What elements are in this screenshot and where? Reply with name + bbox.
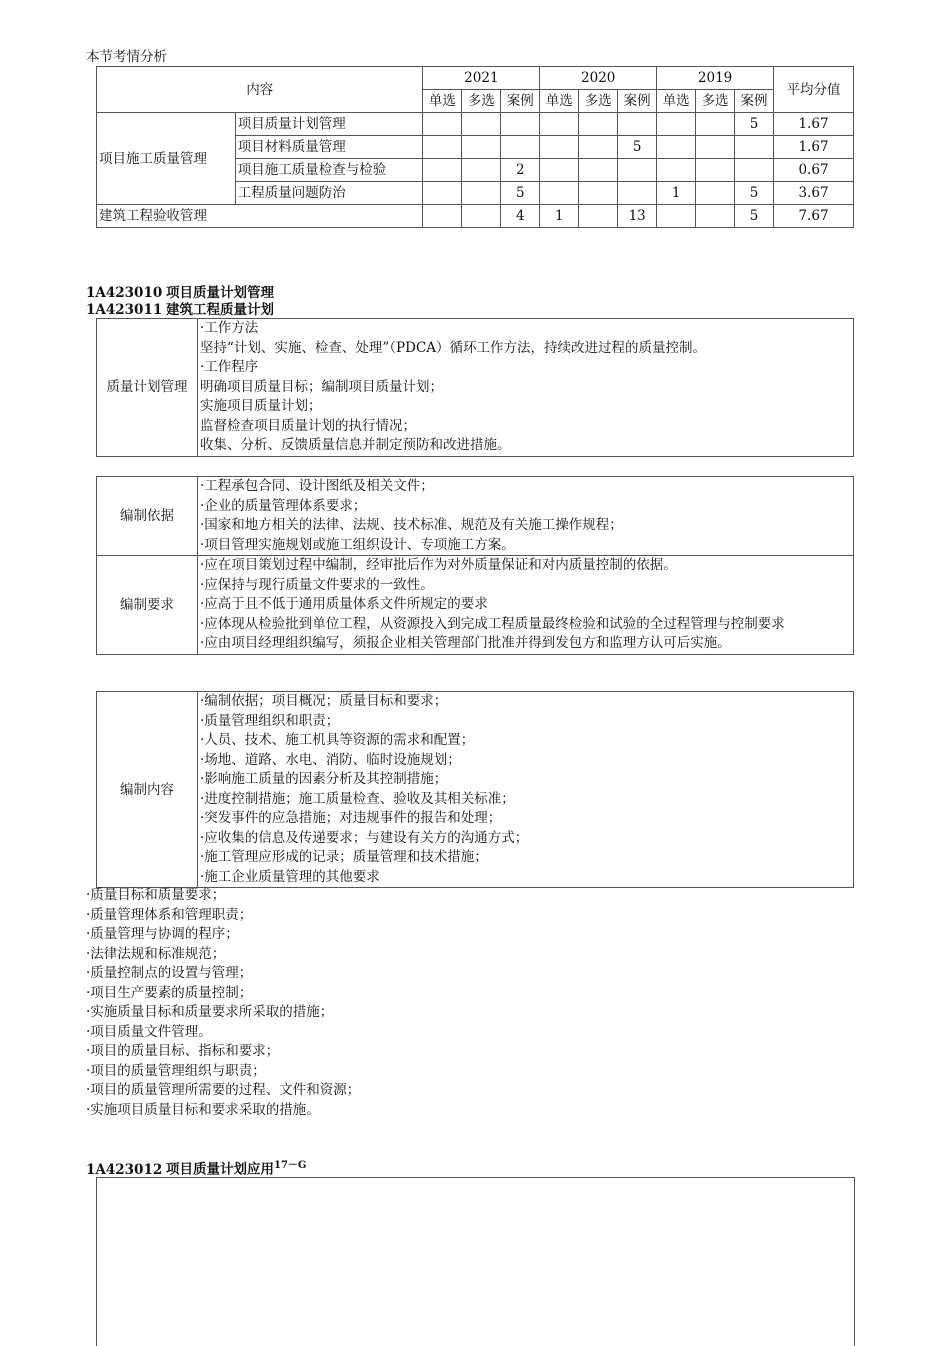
text-line: 监督检查项目质量计划的执行情况； [200,417,416,434]
table-cell [540,159,579,182]
sub-header: 案例 [735,90,774,113]
list-item: ·项目质量文件管理。 [86,1023,212,1040]
table-row [97,113,854,136]
table-cell [579,136,618,159]
text-line: ·应在项目策划过程中编制，经审批后作为对外质量保证和对内质量控制的依据。 [200,557,677,573]
header-year: 2020 [540,67,657,90]
table-row [97,205,854,228]
section-title: 建筑工程质量计划 [166,302,274,318]
free-list [86,886,360,1120]
empty-figure-box [96,1177,855,1346]
table-cell: 1 [657,182,696,205]
list-item: ·质量控制点的设置与管理； [86,965,253,981]
table-cell: 5 [735,205,774,228]
row-label: 项目施工质量检查与检验 [235,159,423,182]
sub-header: 单选 [657,90,696,113]
table-cell [540,182,579,205]
table-cell [462,136,501,159]
header-year: 2019 [657,67,774,90]
section-code: 1A423010 [86,285,163,301]
table-cell [618,113,657,136]
group-label: 项目施工质量管理 [97,113,236,205]
table-cell: 5 [735,182,774,205]
text-line: ·应由项目经理组织编写，须报企业相关管理部门批准并得到发包方和监理方认可后实施。 [200,635,731,651]
table-cell [735,136,774,159]
table-cell [618,159,657,182]
table-cell [696,182,735,205]
sub-header: 多选 [696,90,735,113]
text-line: ·进度控制措施；施工质量检查、验收及其相关标准； [200,790,515,807]
table-cell [579,182,618,205]
avg-cell: 0.67 [774,159,854,182]
table-cell [657,205,696,228]
list-item: ·法律法规和标准规范； [86,945,226,962]
table-cell: 13 [618,205,657,228]
text-line: ·企业的质量管理体系要求； [200,497,367,514]
table-cell [423,159,462,182]
header-avg: 平均分值 [774,67,854,113]
table-cell [540,136,579,159]
text-line: ·国家和地方相关的法律、法规、技术标准、规范及有关施工操作规程； [200,517,623,533]
box-label: 质量计划管理 [97,319,198,457]
row-label: 项目材料质量管理 [235,136,423,159]
text-line: ·应收集的信息及传递要求；与建设有关方的沟通方式； [200,829,529,846]
content-box [96,691,854,888]
section-heading [86,298,274,318]
table-cell [423,205,462,228]
text-line: 明确项目质量目标；编制项目质量计划； [200,378,443,395]
text-line: ·突发事件的应急措施；对违规事件的报告和处理； [200,810,502,826]
table-cell [579,113,618,136]
box-text [198,692,854,888]
table-cell [423,113,462,136]
table-cell [462,159,501,182]
avg-cell: 1.67 [774,113,854,136]
box-label: 编制要求 [97,556,198,655]
sub-header: 多选 [462,90,501,113]
list-item: ·质量管理体系和管理职责； [86,906,253,923]
table-cell [735,159,774,182]
exam-analysis-table [96,66,854,228]
table-cell [579,205,618,228]
text-line: 坚持“计划、实施、检查、处理”（PDCA）循环工作方法，持续改进过程的质量控制。 [200,339,707,356]
section-title: 项目质量计划应用 [166,1161,274,1178]
table-cell: 5 [618,136,657,159]
box-label: 编制依据 [97,477,198,556]
table-cell: 2 [501,159,540,182]
basis-requirements-box [96,476,854,655]
sub-header: 单选 [540,90,579,113]
box-label: 编制内容 [97,692,198,888]
avg-cell: 1.67 [774,136,854,159]
row-label: 建筑工程验收管理 [97,205,423,228]
table-cell [540,113,579,136]
sub-header: 单选 [423,90,462,113]
text-line: ·影响施工质量的因素分析及其控制措施； [200,771,448,787]
table-cell [657,113,696,136]
text-line: 收集、分析、反馈质量信息并制定预防和改进措施。 [200,437,511,453]
avg-cell: 7.67 [774,205,854,228]
table-cell [501,136,540,159]
section-heading [86,1156,306,1178]
text-line: 实施项目质量计划； [200,398,322,414]
table-cell [423,136,462,159]
list-item: ·实施质量目标和质量要求所采取的措施； [86,1004,334,1020]
text-line: ·人员、技术、施工机具等资源的需求和配置； [200,732,475,748]
page-label: 本节考情分析 [86,49,167,65]
header-year: 2021 [423,67,540,90]
table-cell [696,205,735,228]
table-cell [657,159,696,182]
sub-header: 案例 [618,90,657,113]
table-cell [423,182,462,205]
avg-cell: 3.67 [774,182,854,205]
table-cell [501,113,540,136]
table-cell: 5 [501,182,540,205]
table-cell: 1 [540,205,579,228]
table-cell [696,159,735,182]
table-cell [462,205,501,228]
text-line: ·施工企业质量管理的其他要求 [200,868,380,885]
table-cell: 4 [501,205,540,228]
table-cell [696,113,735,136]
section-superscript: 17－G [274,1160,307,1171]
text-line: ·施工管理应形成的记录；质量管理和技术措施； [200,849,488,865]
row-label: 工程质量问题防治 [235,182,423,205]
list-item: ·项目的质量管理所需要的过程、文件和资源； [86,1082,361,1098]
text-line: ·工作程序 [200,359,259,375]
table-cell: 5 [735,113,774,136]
box-text [198,477,854,556]
table-cell [696,136,735,159]
list-item: ·项目的质量管理组织与职责； [86,1062,266,1079]
header-content: 内容 [97,67,423,113]
table-cell [462,182,501,205]
text-line: ·应保持与现行质量文件要求的一致性。 [200,576,434,593]
text-line: ·场地、道路、水电、消防、临时设施规划； [200,751,461,768]
sub-header: 多选 [579,90,618,113]
text-line: ·编制依据；项目概况；质量目标和要求； [200,693,448,709]
text-line: ·质量管理组织和职责； [200,712,340,729]
section-title: 项目质量计划管理 [166,285,274,301]
row-label: 项目质量计划管理 [235,113,423,136]
list-item: ·质量目标和质量要求； [86,887,226,903]
table-cell [462,113,501,136]
table-cell [579,159,618,182]
list-item: ·项目生产要素的质量控制； [86,984,253,1001]
text-line: ·应高于且不低于通用质量体系文件所规定的要求 [200,596,488,612]
list-item: ·实施项目质量目标和要求采取的措施。 [86,1101,320,1118]
box-text [198,556,854,655]
section-code: 1A423011 [86,302,163,318]
section-code: 1A423012 [86,1161,163,1178]
text-line: ·应体现从检验批到单位工程，从资源投入到完成工程质量最终检验和试验的全过程管理与控制要求 [200,615,785,632]
sub-header: 案例 [501,90,540,113]
table-cell [618,182,657,205]
list-item: ·项目的质量目标、指标和要求； [86,1043,280,1059]
text-line: ·工程承包合同、设计图纸及相关文件； [200,478,434,494]
text-line: ·工作方法 [200,320,259,336]
table-cell [657,136,696,159]
text-line: ·项目管理实施规划或施工组织设计、专项施工方案。 [200,536,515,553]
box-text [198,319,854,457]
list-item: ·质量管理与协调的程序； [86,926,239,942]
quality-plan-box [96,318,854,457]
